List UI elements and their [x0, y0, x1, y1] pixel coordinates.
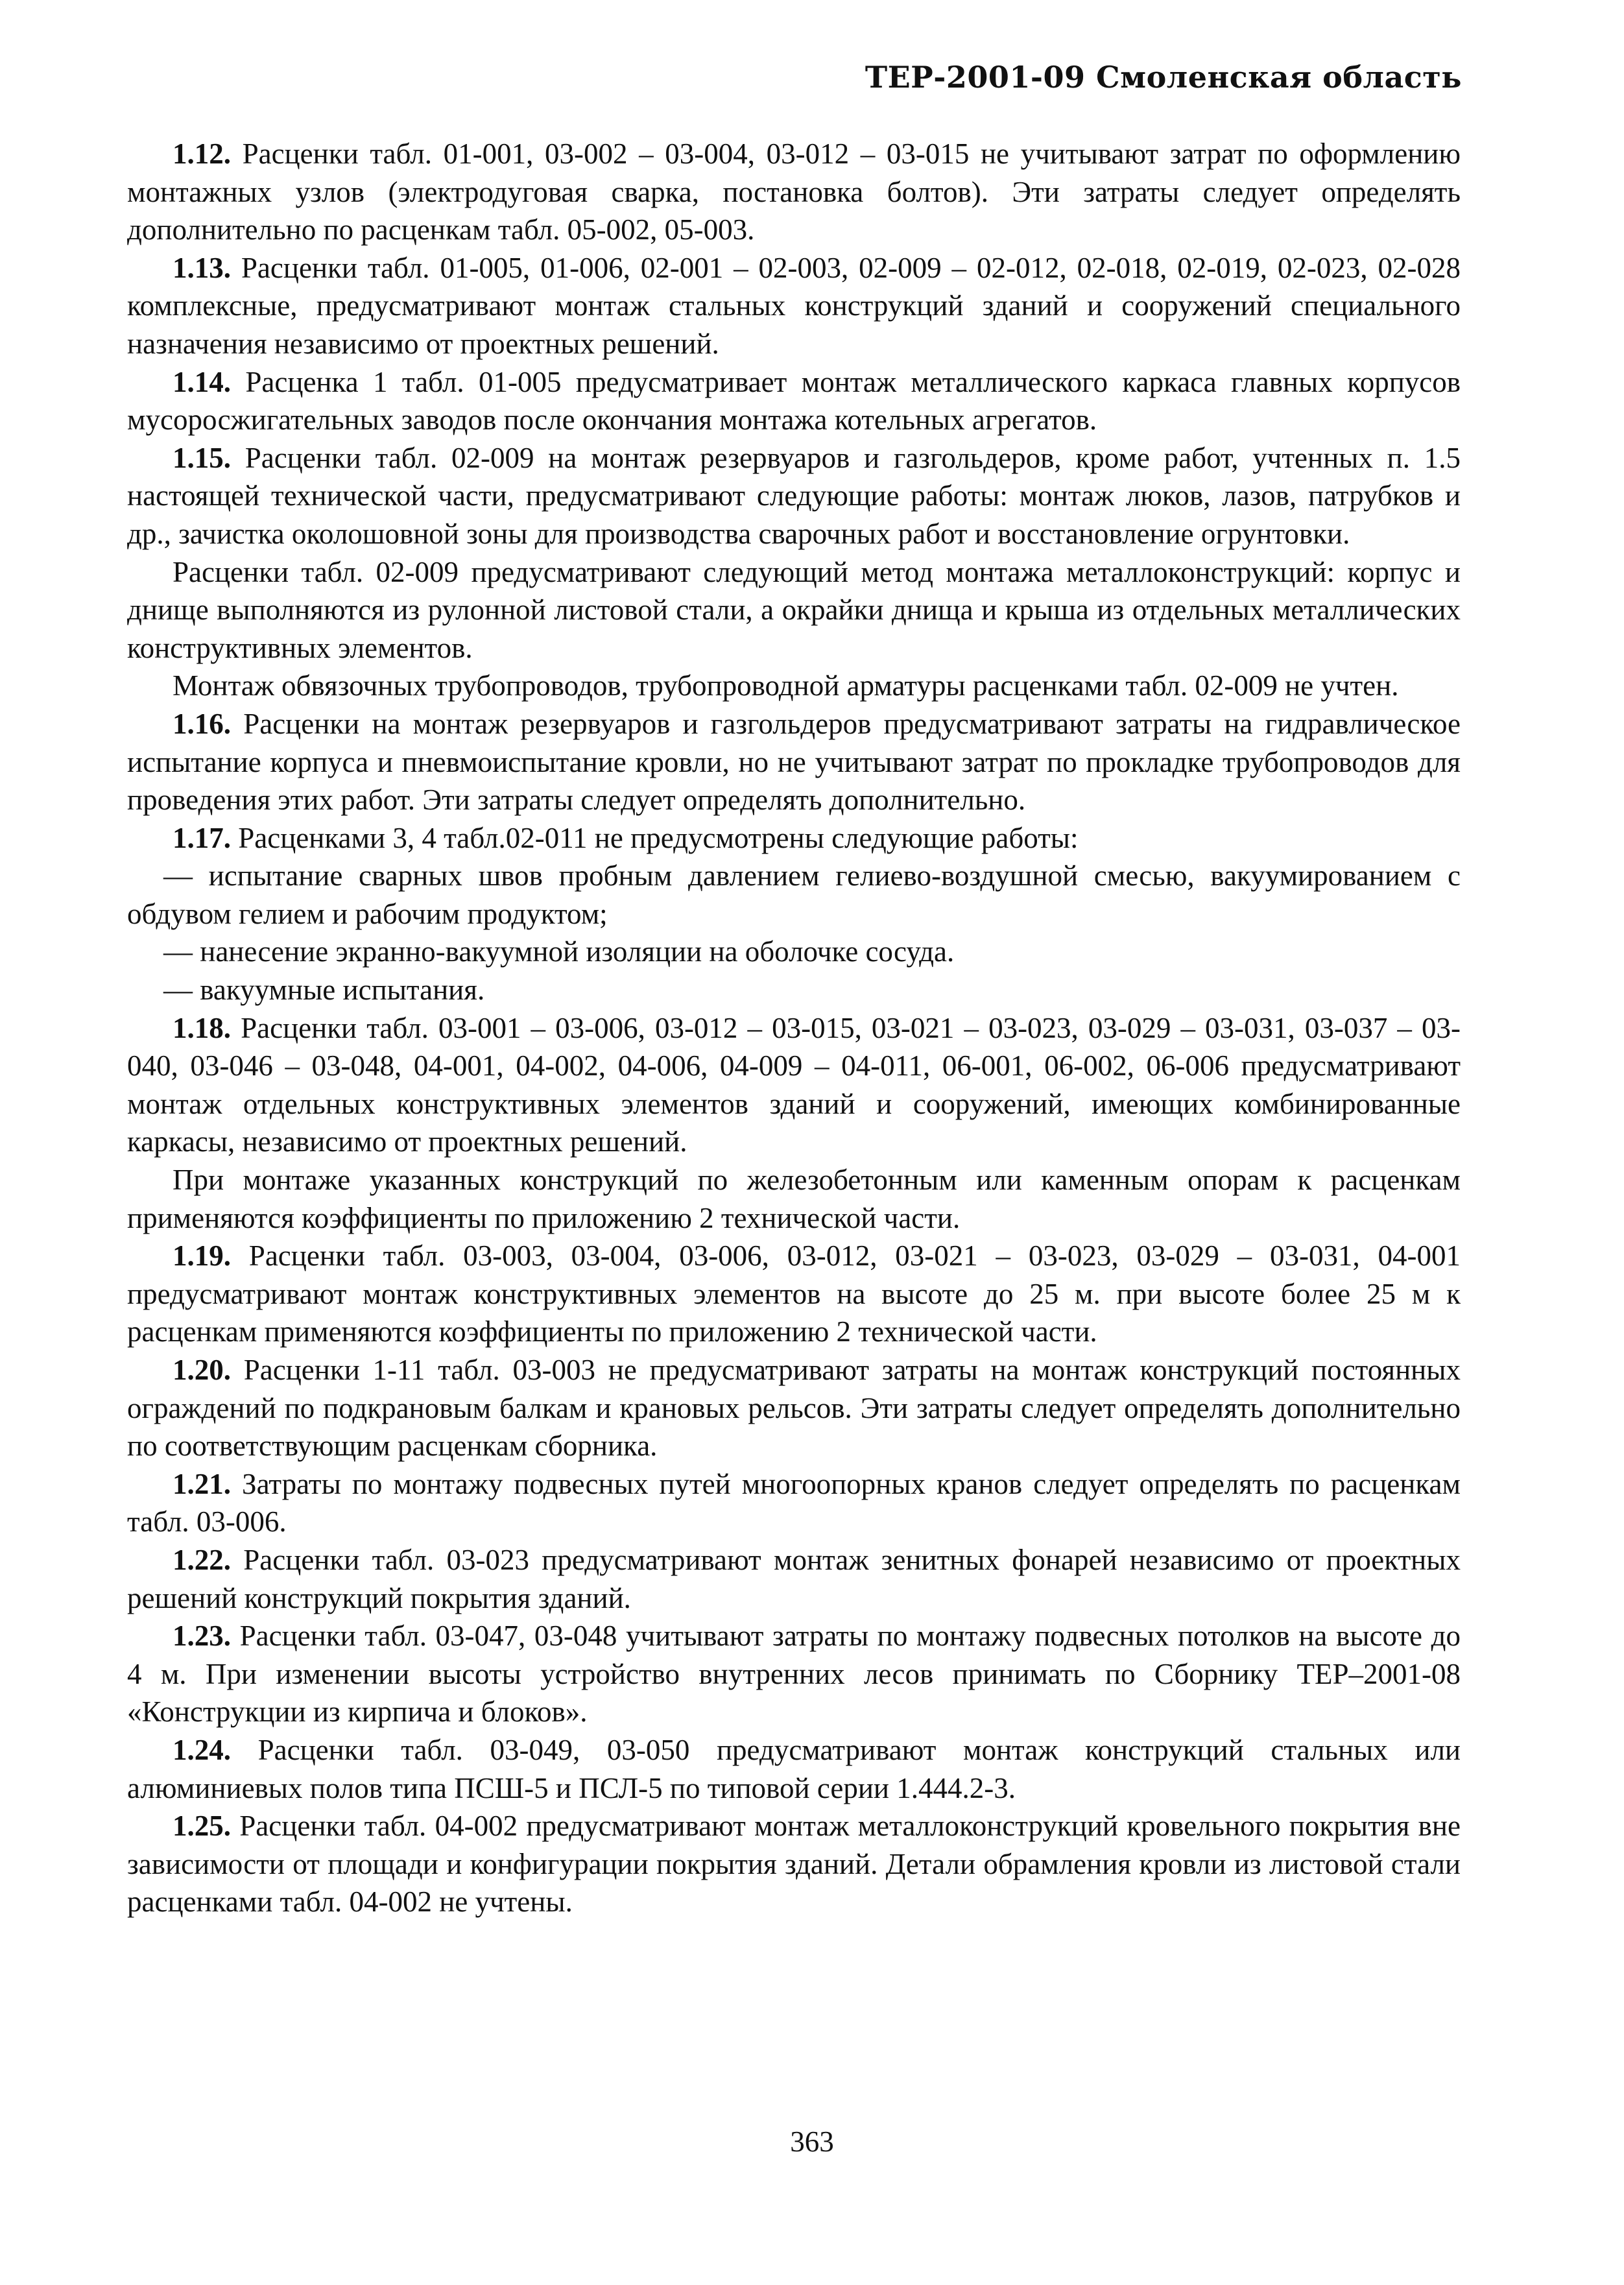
paragraph-text: Расценки табл. 04-002 предусматривают монтаж металлоконструкций кровельного покрытия вне зависимости от площади и конфигурации покрытия зданий. Детали обрамления кровли из листовой стали расценками табл. 04-002 не учтены. — [127, 1810, 1461, 1919]
page-number: 363 — [790, 2125, 834, 2158]
paragraph-1-24 — [127, 1731, 1461, 1807]
paragraph-number: 1.24. — [173, 1733, 231, 1766]
paragraph-number: 1.13. — [173, 251, 231, 284]
paragraph-1-16 — [127, 705, 1461, 819]
paragraph-1-23 — [127, 1617, 1461, 1731]
paragraph-number: 1.18. — [173, 1011, 231, 1044]
paragraph-1-25 — [127, 1807, 1461, 1921]
paragraph-1-14 — [127, 363, 1461, 439]
paragraph-text: Расценка 1 табл. 01-005 предусматривает монтаж металлического каркаса главных корпусов мусоросжигательных заводов после окончания монтажа котельных агрегатов. — [127, 365, 1461, 437]
paragraph-1-20 — [127, 1351, 1461, 1465]
paragraph-number: 1.25. — [173, 1810, 231, 1843]
paragraph-1-13 — [127, 249, 1461, 363]
paragraph-text: Расценками 3, 4 табл.02-011 не предусмотрены следующие работы: — [231, 821, 1079, 854]
paragraph-1-21 — [127, 1465, 1461, 1541]
page-header-title: ТЕР-2001-09 Смоленская область — [865, 60, 1462, 95]
paragraph-number: 1.22. — [173, 1543, 231, 1576]
document-body — [127, 135, 1461, 1921]
paragraph-number: 1.14. — [173, 365, 231, 398]
list-item-vacuum-insulation — [127, 933, 1461, 971]
list-item-vacuum-tests — [127, 971, 1461, 1009]
paragraph-text: Затраты по монтажу подвесных путей многоопорных кранов следует определять по расценкам табл. 03-006. — [127, 1467, 1461, 1538]
paragraph-text: Расценки табл. 02-009 на монтаж резервуаров и газгольдеров, кроме работ, учтенных п. 1.5 настоящей технической части, предусматривают следующие работы: монтаж люков, лазов, патрубков и др., зачистка околошовной зоны для производства сварочных работ и восстановление огрунтовки. — [127, 441, 1461, 550]
paragraph-number: 1.16. — [173, 707, 231, 740]
paragraph-number: 1.15. — [173, 441, 231, 474]
paragraph-text: Расценки табл. 03-047, 03-048 учитывают затраты по монтажу подвесных потолков на высоте до 4 м. При изменении высоты устройство внутренних лесов принимать по Сборнику ТЕР–2001-08 «Конструкции из кирпича и блоков». — [127, 1620, 1461, 1729]
list-item-text: — испытание сварных швов пробным давлением гелиево-воздушной смесью, вакуумированием с обдувом гелием и рабочим продуктом; — [127, 859, 1461, 930]
paragraph-number: 1.20. — [173, 1354, 231, 1386]
paragraph-text: Расценки табл. 01-001, 03-002 – 03-004, 03-012 – 03-015 не учитывают затрат по оформлению монтажных узлов (электродуговая сварка, постановка болтов). Эти затраты следует определять дополнительно по расценкам табл. 05-002, 05-003. — [127, 138, 1461, 246]
paragraph-number: 1.21. — [173, 1467, 231, 1500]
paragraph-1-22 — [127, 1541, 1461, 1617]
paragraph-text: При монтаже указанных конструкций по железобетонным или каменным опорам к расценкам применяются коэффициенты по приложению 2 технической части. — [127, 1164, 1461, 1234]
paragraph-number: 1.19. — [173, 1239, 231, 1273]
paragraph-text: Расценки табл. 03-001 – 03-006, 03-012 – 03-015, 03-021 – 03-023, 03-029 – 03-031, 03-037 – 03-040, 03-046 – 03-048, 04-001, 04-002, 04-006, 04-009 – 04-011, 06-001, 06-002, 06-006 предусматривают монтаж отдельных конструктивных элементов зданий и сооружений, имеющих комбинированные каркасы, независимо от проектных решений. — [127, 1011, 1461, 1158]
paragraph-text: Расценки табл. 03-023 предусматривают монтаж зенитных фонарей независимо от проектных решений конструкций покрытия зданий. — [127, 1543, 1461, 1614]
paragraph-1-17 — [127, 819, 1461, 857]
paragraph-number: 1.17. — [173, 821, 231, 854]
list-item-welded-seams — [127, 857, 1461, 933]
paragraph-text: Расценки табл. 03-049, 03-050 предусматривают монтаж конструкций стальных или алюминиевых полов типа ПСШ-5 и ПСЛ-5 по типовой серии 1.444.2-3. — [127, 1733, 1461, 1804]
paragraph-1-12 — [127, 135, 1461, 249]
paragraph-text: Расценки табл. 02-009 предусматривают следующий метод монтажа металлоконструкций: корпус и днище выполняются из рулонной листовой стали, а окрайки днища и крыша из отдельных металлических конструктивных элементов. — [127, 555, 1461, 664]
paragraph-1-19 — [127, 1237, 1461, 1351]
paragraph-text: Расценки табл. 01-005, 01-006, 02-001 – 02-003, 02-009 – 02-012, 02-018, 02-019, 02-023, 02-028 комплексные, предусматривают монтаж стальных конструкций зданий и сооружений специального назначения независимо от проектных решений. — [127, 251, 1461, 360]
paragraph-1-18 — [127, 1009, 1461, 1161]
paragraph-1-15 — [127, 439, 1461, 553]
paragraph-number: 1.23. — [173, 1620, 231, 1653]
paragraph-text: Расценки 1-11 табл. 03-003 не предусматривают затраты на монтаж конструкций постоянных ограждений по подкрановым балкам и крановых рельсов. Эти затраты следует определять дополнительно по соответствующим расценкам сборника. — [127, 1354, 1461, 1463]
paragraph-text: Монтаж обвязочных трубопроводов, трубопроводной арматуры расценками табл. 02-009 не учтен. — [173, 669, 1399, 702]
paragraph-1-15-method — [127, 553, 1461, 667]
paragraph-text: Расценки табл. 03-003, 03-004, 03-006, 03-012, 03-021 – 03-023, 03-029 – 03-031, 04-001 предусматривают монтаж конструктивных элементов на высоте до 25 м. при высоте более 25 м к расценкам применяются коэффициенты по приложению 2 технической части. — [127, 1239, 1461, 1348]
paragraph-1-15-pipes — [127, 667, 1461, 705]
list-item-text: — нанесение экранно-вакуумной изоляции на оболочке сосуда. — [163, 935, 955, 968]
paragraph-text: Расценки на монтаж резервуаров и газгольдеров предусматривают затраты на гидравлическое испытание корпуса и пневмоиспытание кровли, но не учитывают затрат по прокладке трубопроводов для проведения этих работ. Эти затраты следует определять дополнительно. — [127, 707, 1461, 817]
paragraph-number: 1.12. — [173, 138, 231, 170]
paragraph-1-18-coefficients — [127, 1161, 1461, 1237]
list-item-text: — вакуумные испытания. — [163, 974, 485, 1007]
